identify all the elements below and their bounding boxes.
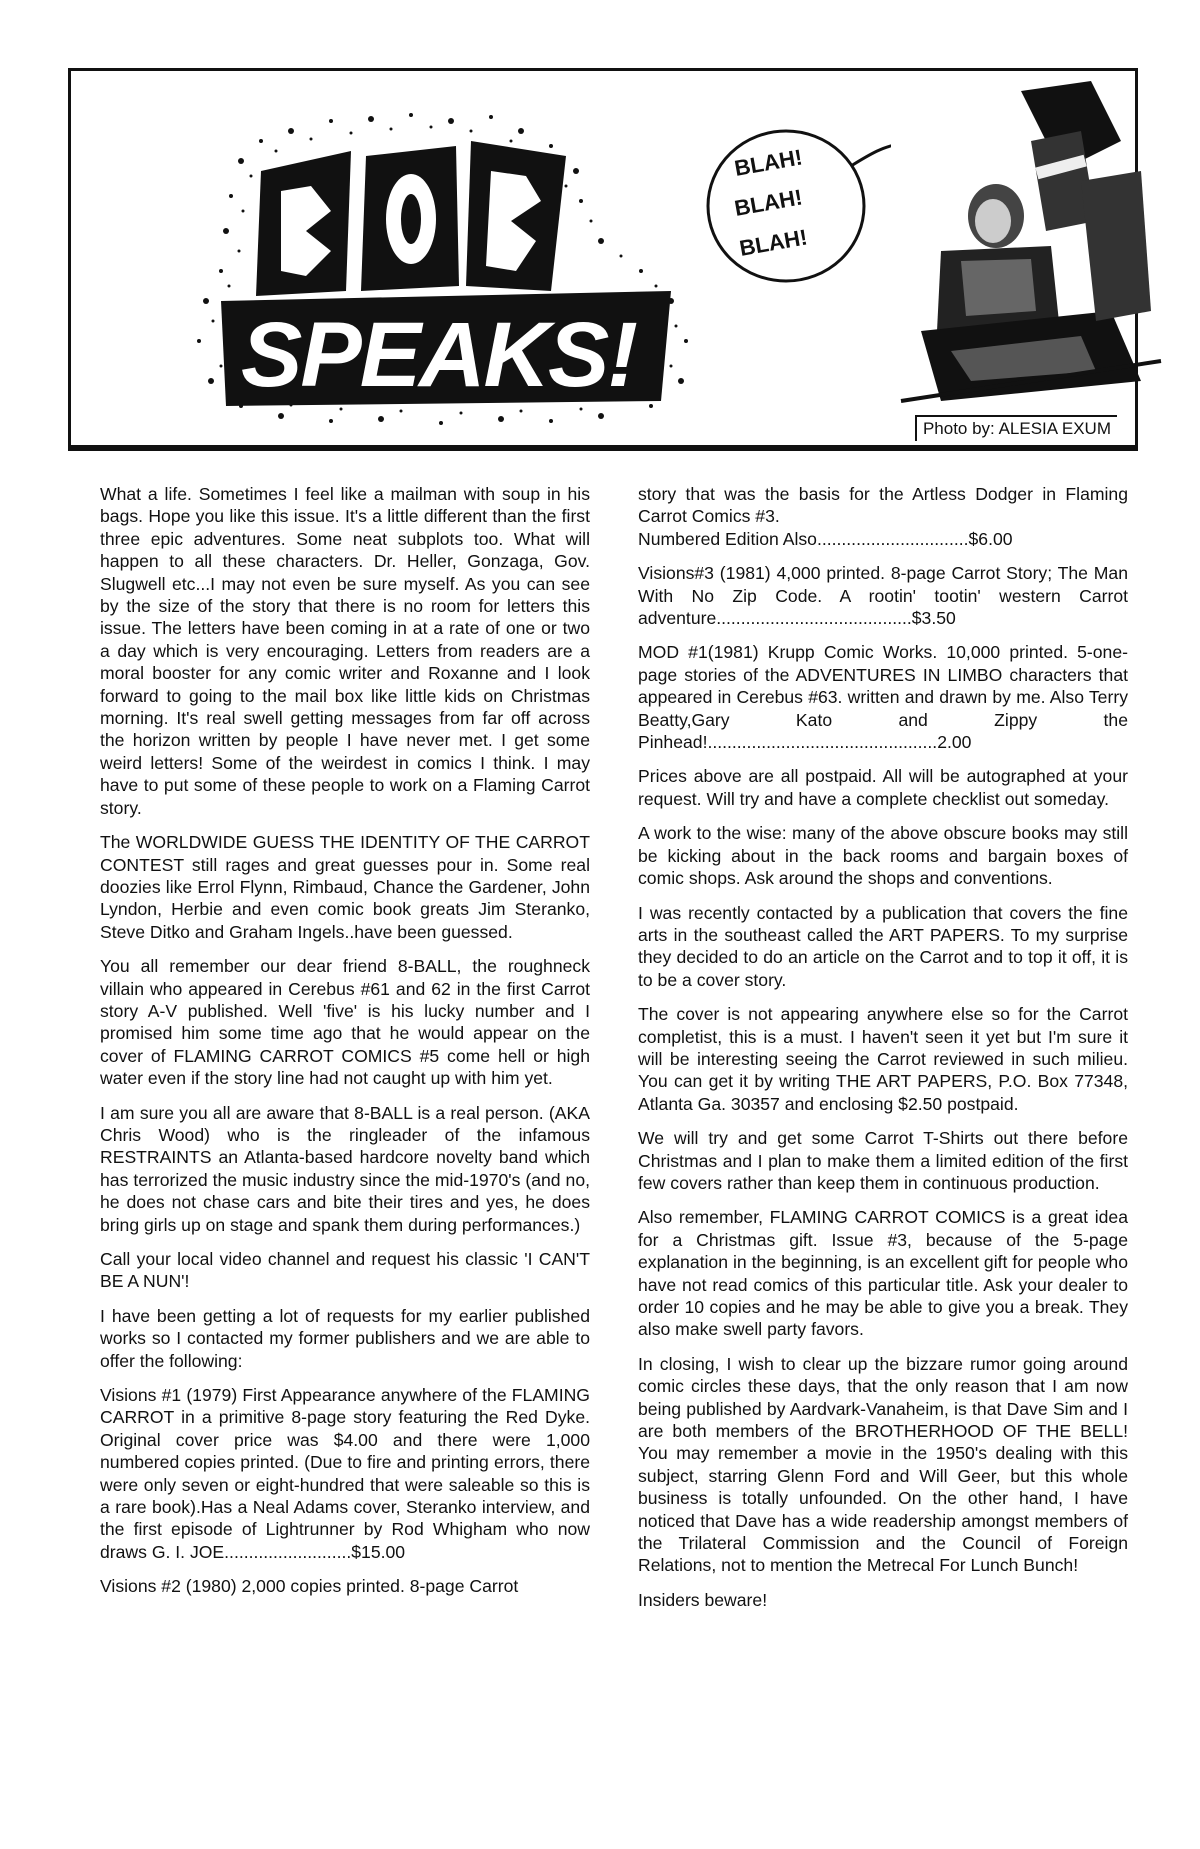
- paragraph: story that was the basis for the Artless Dodger in Flaming Carrot Comics #3. Numbered Edition Also...............................$6.00: [638, 484, 1128, 549]
- speech-line-3: BLAH!: [737, 224, 810, 261]
- speech-line-2: BLAH!: [732, 184, 805, 221]
- paragraph: MOD #1(1981) Krupp Comic Works. 10,000 printed. 5-one-page stories of the ADVENTURES IN LIMBO characters that appeared in Cerebus #63. written and drawn by me. Also Terry Beatty,Gary Kato and Zippy the Pinhead!...............................................2.00: [638, 642, 1128, 753]
- paragraph: Insiders beware!: [638, 1589, 768, 1610]
- paragraph: Visions#3 (1981) 4,000 printed. 8-page Carrot Story; The Man With No Zip Code. A rootin' tootin' western Carrot adventure........................................$3.50: [638, 563, 1128, 629]
- bob-speaks-logo: [181, 101, 701, 431]
- paragraph: You all remember our dear friend 8-BALL, the roughneck villain who appeared in Cerebus #61 and 62 in the first Carrot story A-V published. Well 'five' is his lucky number and I promised him some time ago that he would appear on the cover of FLAMING CARROT COMICS #5 come hell or high water even if the story line had not caught up with him yet.: [100, 956, 590, 1089]
- speech-line-1: BLAH!: [732, 144, 805, 181]
- paragraph: What a life. Sometimes I feel like a mailman with soup in his bags. Hope you like this issue. It's a little different than the first three epic adventures. Some neat subplots too. What will happen to all these characters. Dr. Heller, Gonzaga, Gov. Slugwell etc...I may not even be sure myself. As you can see by the size of the story that there is no room for letters this issue. The letters have been coming in at a rate of one or two a day which is very encouraging. Letters from readers are a moral booster for any comic writer and Roxanne and I look forward to going to the mail box like little kids on Christmas morning. It's real swell getting messages from far off across the horizon written by people I have never met. I get some weird letters! Some of the weirdest in comics I think. I may have to put some of these people to work on a Flaming Carrot story.: [100, 484, 590, 818]
- header-panel: [68, 68, 1138, 448]
- paragraph: Visions #1 (1979) First Appearance anywhere of the FLAMING CARROT in a primitive 8-page story featuring the Red Dyke. Original cover price was $4.00 and there were 1,000 numbered copies printed. (Due to fire and printing errors, there were only seven or eight-hundred that were saleable so this is a rare book).Has a Neal Adams cover, Steranko interview, and the first episode of Lightrunner by Rod Whigham who now draws G. I. JOE..........................$15.00: [100, 1385, 590, 1562]
- paragraph: A work to the wise: many of the above obscure books may still be kicking about in the back rooms and bargain boxes of comic shops. Ask around the shops and conventions.: [638, 823, 1128, 889]
- left-column: [100, 483, 590, 1610]
- title-bottom-text: SPEAKS!: [241, 304, 636, 406]
- paragraph: I was recently contacted by a publication that covers the fine arts in the southeast called the ART PAPERS. To my surprise they decided to do an article on the Carrot and to top it off, it is to be a cover story.: [638, 902, 1128, 990]
- paragraph: In closing, I wish to clear up the bizzare rumor going around comic circles these days, that the only reason that I am now being published by Aardvark-Vanaheim, is that Dave Sim and I are both members of the BROTHERHOOD OF THE BELL! You may remember a movie in the 1950's dealing with this subject, starring Glenn Ford and Will Geer, but this whole business is totally unfounded. On the other hand, I have noticed that Dave has a wide readership amongst members of the Trilateral Commission and the Council of Foreign Relations, not to mention the Metrecal For Lunch Bunch!: [638, 1353, 1128, 1576]
- author-photo: [881, 81, 1181, 416]
- speech-bubble: [691, 111, 891, 311]
- right-column: [638, 483, 1128, 1623]
- speaks-letters: [221, 291, 671, 406]
- paragraph: The cover is not appearing anywhere else so for the Carrot completist, this is a must. I haven't seen it yet but I'm sure it will be interesting seeing the Carrot reviewed in such milieu. You can get it by writing THE ART PAPERS, P.O. Box 77348, Atlanta Ga. 30357 and enclosing $2.50 postpaid.: [638, 1004, 1128, 1114]
- paragraph: Prices above are all postpaid. All will be autographed at your request. Will try and have a complete checklist out someday.: [638, 766, 1128, 809]
- article-body: [100, 483, 1140, 1828]
- paragraph: I am sure you all are aware that 8-BALL is a real person. (AKA Chris Wood) who is the ringleader of the infamous RESTRAINTS an Atlanta-based hardcore novelty band which has terrorized the music industry since the mid-1970's (and no, he does not chase cars and bite their tires and yes, he does bring girls up on stage and spank them during performances.): [100, 1102, 590, 1235]
- paragraph: Visions #2 (1980) 2,000 copies printed. 8-page Carrot: [100, 1576, 519, 1597]
- paragraph: The WORLDWIDE GUESS THE IDENTITY OF THE CARROT CONTEST still rages and great guesses pour in. Some real doozies like Errol Flynn, Rimbaud, Chance the Gardener, John Lyndon, Herbie and even comic book greats Jim Steranko, Steve Ditko and Graham Ingels..have been guessed.: [100, 832, 590, 942]
- paragraph: I have been getting a lot of requests for my earlier published works so I contacted my former publishers and we are able to offer the following:: [100, 1305, 590, 1371]
- photo-credit: Photo by: ALESIA EXUM: [915, 415, 1117, 441]
- paragraph: Also remember, FLAMING CARROT COMICS is a great idea for a Christmas gift. Issue #3, because of the 5-page explanation in the beginning, is an excellent gift for people who have not read comics of this particular title. Ask your dealer to order 10 copies and he may be able to give you a break. They also make swell party favors.: [638, 1207, 1128, 1340]
- title-top-text: BOB: [201, 401, 204, 402]
- paragraph: We will try and get some Carrot T-Shirts out there before Christmas and I plan to make them a limited edition of the first few covers rather than keep them in continuous production.: [638, 1128, 1128, 1193]
- paragraph: Call your local video channel and request his classic 'I CAN'T BE A NUN'!: [100, 1249, 590, 1292]
